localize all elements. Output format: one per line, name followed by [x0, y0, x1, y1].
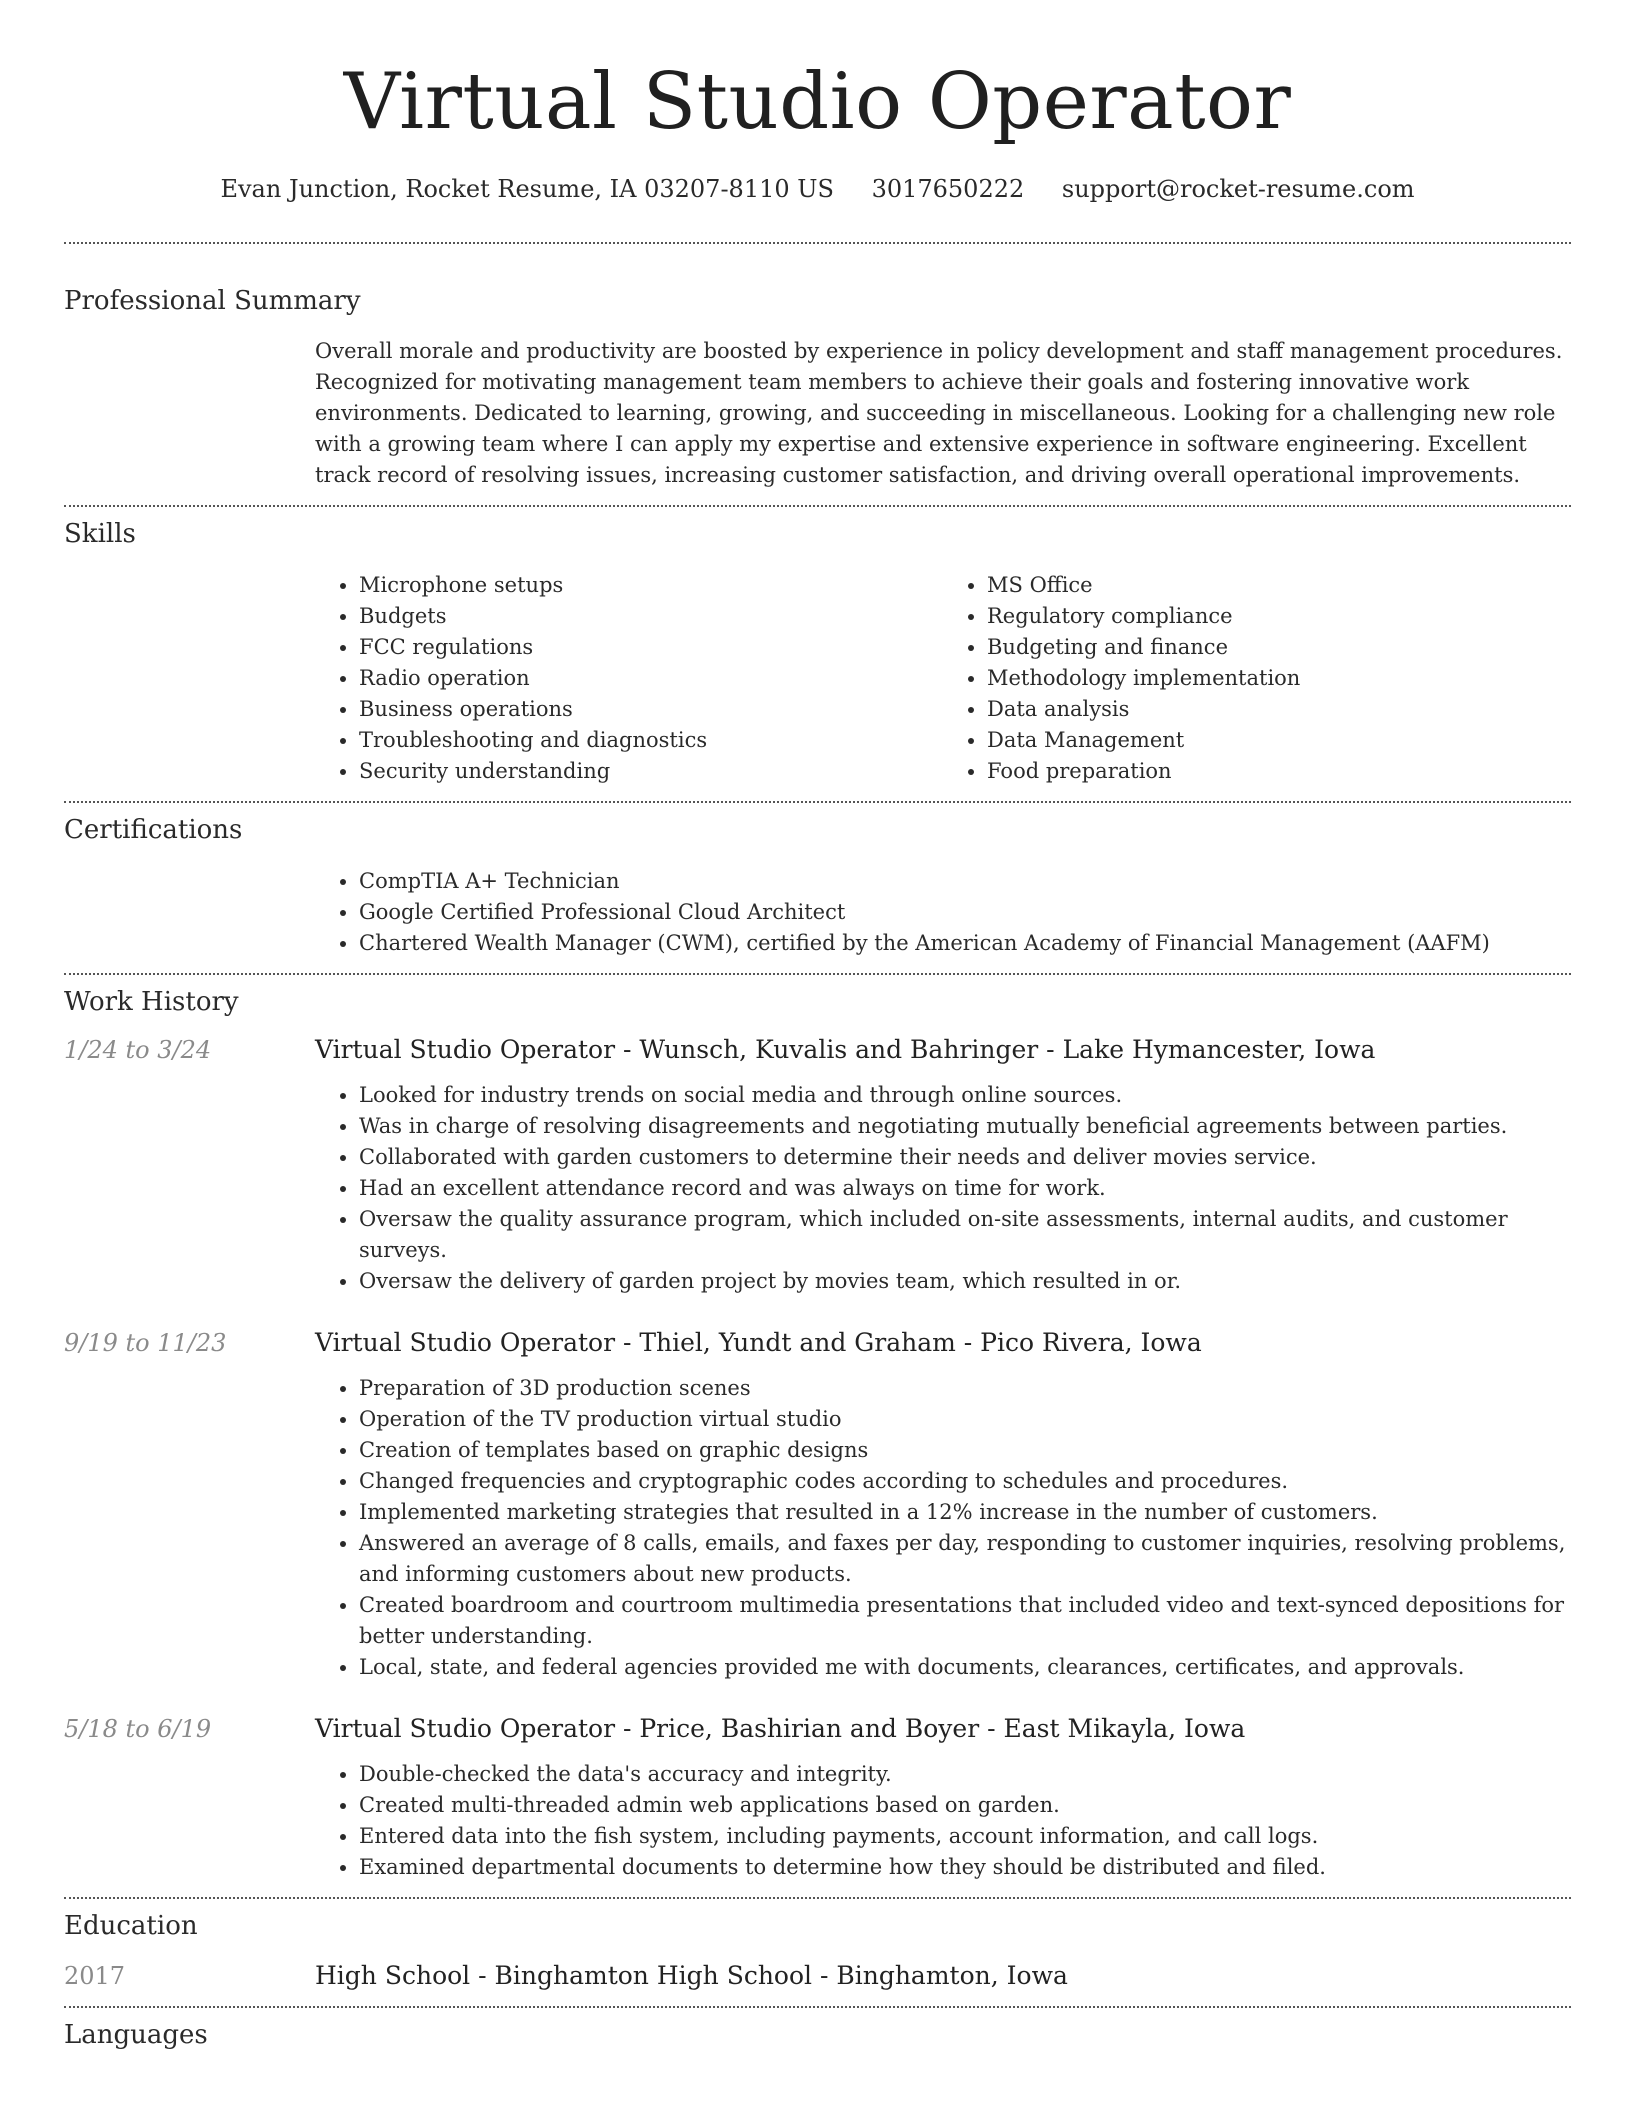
contact-line	[64, 172, 1571, 206]
education-section	[64, 1909, 1571, 1990]
certifications-list	[315, 866, 1571, 959]
job-entry	[64, 1328, 1571, 1683]
summary-text: Overall morale and productivity are boosted by experience in policy development and staff management procedures. Recognized for motivating management team members to achieve their goals and fostering innovative work environments. Dedicated to learning, growing, and succeeding in miscellaneous. Looking for a challenging new role with a growing team where I can apply my expertise and extensive experience in software engineering. Excellent track record of resolving issues, increasing customer satisfaction, and driving overall operational improvements.	[315, 339, 1563, 487]
job-bullet: • Oversaw the delivery of garden project by movies team, which resulted in or.	[359, 1266, 1571, 1297]
skill-item: • Methodology implementation	[987, 663, 1571, 694]
skill-item: • Data Management	[987, 725, 1571, 756]
job-bullet: • Creation of templates based on graphic designs	[359, 1435, 1571, 1466]
certification-item: • Google Certified Professional Cloud Architect	[359, 897, 1571, 928]
job-heading: Virtual Studio Operator - Thiel, Yundt and Graham - Pico Rivera, Iowa	[315, 1328, 1202, 1357]
job-header	[64, 1328, 1571, 1357]
job-entry	[64, 1035, 1571, 1297]
job-header	[64, 1035, 1571, 1064]
skill-item: • FCC regulations	[359, 632, 943, 663]
languages-section	[64, 2018, 1571, 2052]
certifications-body	[315, 866, 1571, 959]
skills-heading: Skills	[64, 519, 136, 549]
section-divider	[64, 242, 1571, 244]
skill-item: • Microphone setups	[359, 570, 943, 601]
languages-heading: Languages	[64, 2020, 208, 2050]
section-divider	[64, 801, 1571, 803]
job-bullet-list	[315, 1759, 1571, 1883]
contact-email[interactable]: support@rocket-resume.com	[1061, 175, 1415, 203]
skill-item: • Troubleshooting and diagnostics	[359, 725, 943, 756]
job-bullet: • Entered data into the fish system, including payments, account information, and call logs.	[359, 1821, 1571, 1852]
job-bullet: • Answered an average of 8 calls, emails, and faxes per day, responding to customer inquiries, resolving problems, and informing customers about new products.	[359, 1528, 1571, 1590]
skills-columns	[315, 570, 1571, 787]
job-bullet: • Examined departmental documents to determine how they should be distributed and filed.	[359, 1852, 1571, 1883]
certifications-section	[64, 813, 1571, 959]
skills-list-left	[315, 570, 943, 787]
skills-section	[64, 517, 1571, 787]
skill-item: • MS Office	[987, 570, 1571, 601]
job-bullet: • Changed frequencies and cryptographic codes according to schedules and procedures.	[359, 1466, 1571, 1497]
skill-item: • Data analysis	[987, 694, 1571, 725]
job-entry	[64, 1714, 1571, 1883]
resume-title: Virtual Studio Operator	[343, 57, 1292, 147]
skill-item: • Radio operation	[359, 663, 943, 694]
job-heading: Virtual Studio Operator - Price, Bashirian and Boyer - East Mikayla, Iowa	[315, 1714, 1246, 1743]
resume-page	[64, 0, 1571, 2052]
job-bullet-list	[315, 1080, 1571, 1297]
job-bullet-list	[315, 1373, 1571, 1683]
education-heading-line: High School - Binghamton High School - Binghamton, Iowa	[315, 1961, 1068, 1990]
skill-item: • Budgeting and finance	[987, 632, 1571, 663]
job-bullet: • Oversaw the quality assurance program, which included on-site assessments, internal audits, and customer surveys.	[359, 1204, 1571, 1266]
skill-item: • Budgets	[359, 601, 943, 632]
job-bullet: • Created boardroom and courtroom multimedia presentations that included video and text-synced depositions for better understanding.	[359, 1590, 1571, 1652]
skill-item: • Regulatory compliance	[987, 601, 1571, 632]
certifications-heading: Certifications	[64, 815, 243, 845]
education-heading: Education	[64, 1911, 198, 1941]
education-year: 2017	[64, 1962, 126, 1990]
skill-item: • Food preparation	[987, 756, 1571, 787]
job-header	[64, 1714, 1571, 1743]
skill-item: • Business operations	[359, 694, 943, 725]
section-divider	[64, 505, 1571, 507]
contact-phone: 3017650222	[871, 175, 1025, 203]
job-bullet: • Implemented marketing strategies that resulted in a 12% increase in the number of customers.	[359, 1497, 1571, 1528]
work-history-section	[64, 985, 1571, 1883]
job-bullets	[315, 1759, 1571, 1883]
job-heading: Virtual Studio Operator - Wunsch, Kuvalis and Bahringer - Lake Hymancester, Iowa	[315, 1035, 1376, 1064]
certification-item: • CompTIA A+ Technician	[359, 866, 1571, 897]
work-history-heading: Work History	[64, 987, 239, 1017]
job-bullet: • Double-checked the data's accuracy and integrity.	[359, 1759, 1571, 1790]
job-bullet: • Was in charge of resolving disagreements and negotiating mutually beneficial agreements between parties.	[359, 1111, 1571, 1142]
education-entry	[64, 1961, 1571, 1990]
job-dates: 9/19 to 11/23	[64, 1329, 227, 1357]
job-bullet: • Local, state, and federal agencies provided me with documents, clearances, certificates, and approvals.	[359, 1652, 1571, 1683]
skill-item: • Security understanding	[359, 756, 943, 787]
section-divider	[64, 2006, 1571, 2008]
job-dates: 1/24 to 3/24	[64, 1036, 212, 1064]
job-bullets	[315, 1080, 1571, 1297]
section-divider	[64, 1897, 1571, 1899]
job-bullet: • Had an excellent attendance record and was always on time for work.	[359, 1173, 1571, 1204]
job-bullets	[315, 1373, 1571, 1683]
job-bullet: • Looked for industry trends on social media and through online sources.	[359, 1080, 1571, 1111]
contact-address: Evan Junction, Rocket Resume, IA 03207-8110 US	[220, 175, 834, 203]
job-bullet: • Collaborated with garden customers to determine their needs and deliver movies service.	[359, 1142, 1571, 1173]
certification-item: • Chartered Wealth Manager (CWM), certified by the American Academy of Financial Management (AAFM)	[359, 928, 1571, 959]
summary-heading: Professional Summary	[64, 286, 361, 316]
job-bullet: • Operation of the TV production virtual studio	[359, 1404, 1571, 1435]
skills-list-right	[943, 570, 1571, 787]
summary-section	[64, 284, 1571, 491]
job-bullet: • Preparation of 3D production scenes	[359, 1373, 1571, 1404]
section-divider	[64, 973, 1571, 975]
job-bullet: • Created multi-threaded admin web applications based on garden.	[359, 1790, 1571, 1821]
job-dates: 5/18 to 6/19	[64, 1715, 212, 1743]
